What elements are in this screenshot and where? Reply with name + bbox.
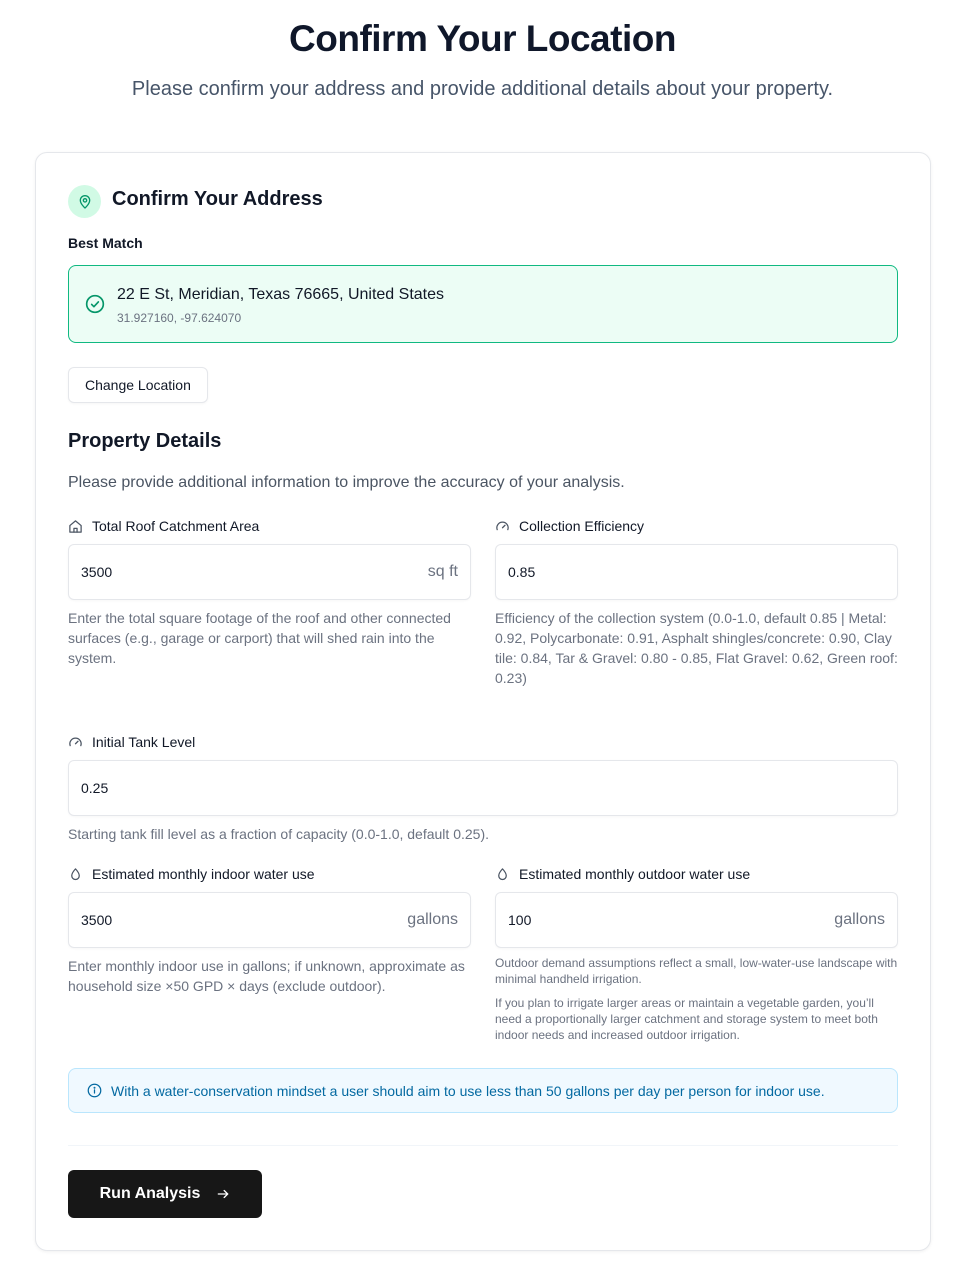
roof-area-label-text: Total Roof Catchment Area (92, 518, 260, 534)
outdoor-use-help: Outdoor demand assumptions reflect a small, low-water-use landscape with minimal handheld irrigation. (495, 956, 898, 986)
property-details-description: Please provide additional information to improve the accuracy of your analysis. (68, 474, 625, 491)
info-icon (87, 1083, 102, 1098)
arrow-right-icon (216, 1187, 230, 1201)
outdoor-use-value: 100 (508, 912, 532, 928)
droplet-icon (495, 867, 510, 882)
initial-tank-level-value: 0.25 (81, 780, 109, 796)
roof-area-unit: sq ft (427, 563, 458, 580)
indoor-use-value: 3500 (81, 912, 113, 928)
initial-tank-level-help: Starting tank fill level as a fraction of capacity (0.0-1.0, default 0.25). (68, 826, 489, 842)
info-note-text: With a water-conservation mindset a user should aim to use less than 50 gallons per day per person for indoor use. (111, 1082, 825, 1099)
outdoor-use-help-irrigation: If you plan to irrigate larger areas or maintain a vegetable garden, you’ll need a proportionally larger catchment and storage system to meet both indoor needs and increased outdoor irrigation. (495, 996, 878, 1042)
indoor-use-label-text: Estimated monthly indoor water use (92, 866, 315, 882)
best-match-label: Best Match (68, 235, 143, 251)
indoor-use-unit: gallons (407, 911, 458, 928)
outdoor-use-label-text: Estimated monthly outdoor water use (519, 866, 751, 882)
collection-efficiency-label-text: Collection Efficiency (519, 518, 645, 534)
divider (68, 1145, 898, 1146)
page-title: Confirm Your Location (289, 18, 676, 59)
check-circle-icon (85, 294, 105, 314)
best-match-address: 22 E St, Meridian, Texas 76665, United States (117, 286, 445, 303)
collection-efficiency-input[interactable] (495, 544, 898, 600)
outdoor-use-input[interactable] (495, 892, 898, 948)
roof-area-label (68, 518, 259, 534)
page-subtitle: Please confirm your address and provide additional details about your property. (131, 78, 834, 100)
run-analysis-button[interactable] (68, 1170, 262, 1218)
address-section-title: Confirm Your Address (112, 188, 323, 210)
gauge-icon (495, 519, 510, 534)
outdoor-use-unit: gallons (834, 911, 885, 928)
indoor-use-help: Enter monthly indoor use in gallons; if unknown, approximate as household size ×50 GPD × days (exclude outdoor). (68, 958, 465, 994)
outdoor-use-label (495, 866, 750, 882)
droplet-icon (68, 867, 83, 882)
indoor-use-label (68, 866, 315, 882)
indoor-use-input[interactable] (68, 892, 471, 948)
location-card (35, 152, 931, 1251)
roof-area-help: Enter the total square footage of the roof and other connected surfaces (e.g., garage or carport) that will shed rain into the system. (68, 610, 451, 666)
run-analysis-label: Run Analysis (99, 1185, 201, 1202)
roof-area-value: 3500 (81, 564, 113, 580)
map-pin-icon (68, 185, 101, 218)
property-details-title: Property Details (68, 430, 222, 452)
best-match-card[interactable] (68, 265, 898, 343)
initial-tank-level-label-text: Initial Tank Level (92, 734, 196, 750)
change-location-button[interactable]: Change Location (68, 367, 208, 403)
initial-tank-level-label (68, 734, 195, 750)
best-match-coordinates: 31.927160, -97.624070 (117, 311, 242, 325)
home-icon (68, 519, 83, 534)
gauge-icon (68, 735, 83, 750)
collection-efficiency-label (495, 518, 644, 534)
roof-area-input[interactable] (68, 544, 471, 600)
info-note (68, 1068, 898, 1113)
collection-efficiency-help: Efficiency of the collection system (0.0-1.0, default 0.85 | Metal: 0.92, Polycarbonate: 0.91, Asphalt shingles/concrete: 0.90, Clay tile: 0.84, Tar & Gravel: 0.80 - 0.85, Flat Gravel: 0.62, Green roof: 0.23) (495, 610, 898, 686)
initial-tank-level-input[interactable] (68, 760, 898, 816)
collection-efficiency-value: 0.85 (508, 564, 536, 580)
